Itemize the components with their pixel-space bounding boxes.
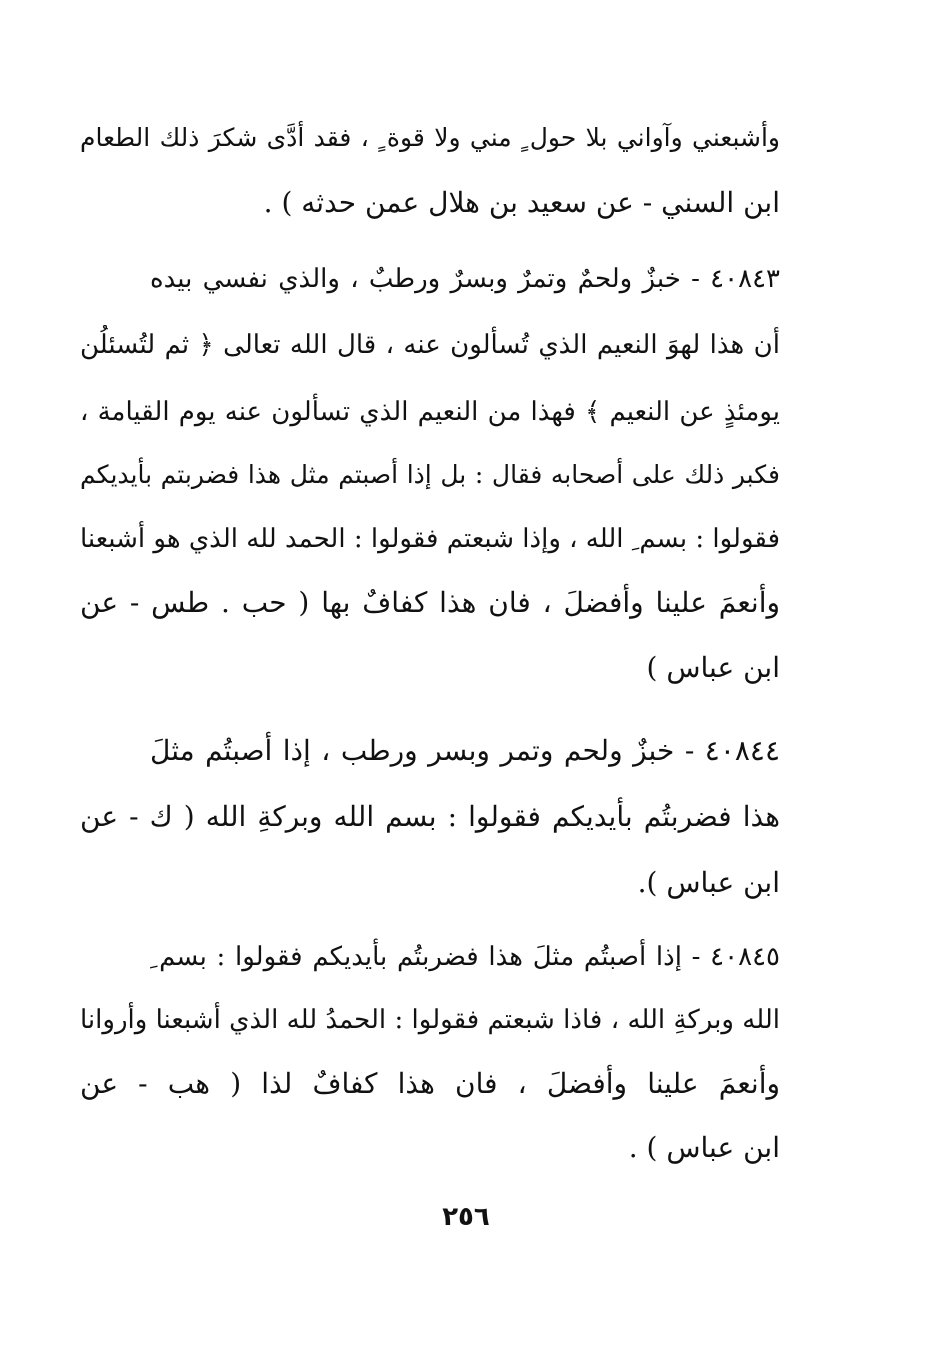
hadith-40844-line: هذا فضربتُم بأيديكم فقولوا : بسم الله وبركةِ الله ( ك - عن [80, 800, 780, 833]
hadith-40843-line: ٤٠٨٤٣ - خبزٌ ولحمٌ وتمرٌ وبسرٌ ورطبٌ ، والذي نفسي بيده [150, 264, 780, 294]
hadith-40843-line: يومئذٍ عن النعيم ﴾ فهذا من النعيم الذي تسألون عنه يوم القيامة ، [80, 397, 780, 427]
hadith-40844-line: ابن عباس ). [637, 866, 780, 899]
hadith-40845-line: وأنعمَ علينا وأفضلَ ، فان هذا كفافٌ لذا ( هب - عن [80, 1067, 780, 1100]
hadith-40843-line: وأنعمَ علينا وأفضلَ ، فان هذا كفافٌ بها ( حب . طس - عن [80, 586, 780, 619]
hadith-40845-line: ابن عباس ) . [628, 1131, 780, 1164]
hadith-40843-line: فقولوا : بسم ِ الله ، وإذا شبعتم فقولوا : الحمد لله الذي هو أشبعنا [80, 524, 780, 554]
hadith-40843-line: ابن عباس ) [646, 651, 780, 684]
hadith-40845-line: الله وبركةِ الله ، فاذا شبعتم فقولوا : الحمدُ لله الذي أشبعنا وأروانا [80, 1005, 780, 1035]
text-line: وأشبعني وآواني بلا حول ٍ مني ولا قوة ٍ ، فقد أدَّى شكرَ ذلك الطعام [80, 123, 780, 152]
hadith-40843-line: أن هذا لهوَ النعيم الذي تُسألون عنه ، قال الله تعالى ﴿ ثم لتُسئلُن [80, 330, 780, 360]
hadith-40845-line: ٤٠٨٤٥ - إذا أصبتُم مثلَ هذا فضربتُم بأيديكم فقولوا : بسم ِ [150, 942, 780, 972]
page-number: ٢٥٦ [442, 1202, 490, 1232]
hadith-40844-line: ٤٠٨٤٤ - خبزٌ ولحم وتمر وبسر ورطب ، إذا أصبتُم مثلَ [150, 734, 780, 767]
hadith-40843-line: فكبر ذلك على أصحابه فقال : بل إذا أصبتم مثل هذا فضربتم بأيديكم [80, 460, 780, 489]
text-line: ابن السني - عن سعيد بن هلال عمن حدثه ) . [263, 186, 780, 219]
